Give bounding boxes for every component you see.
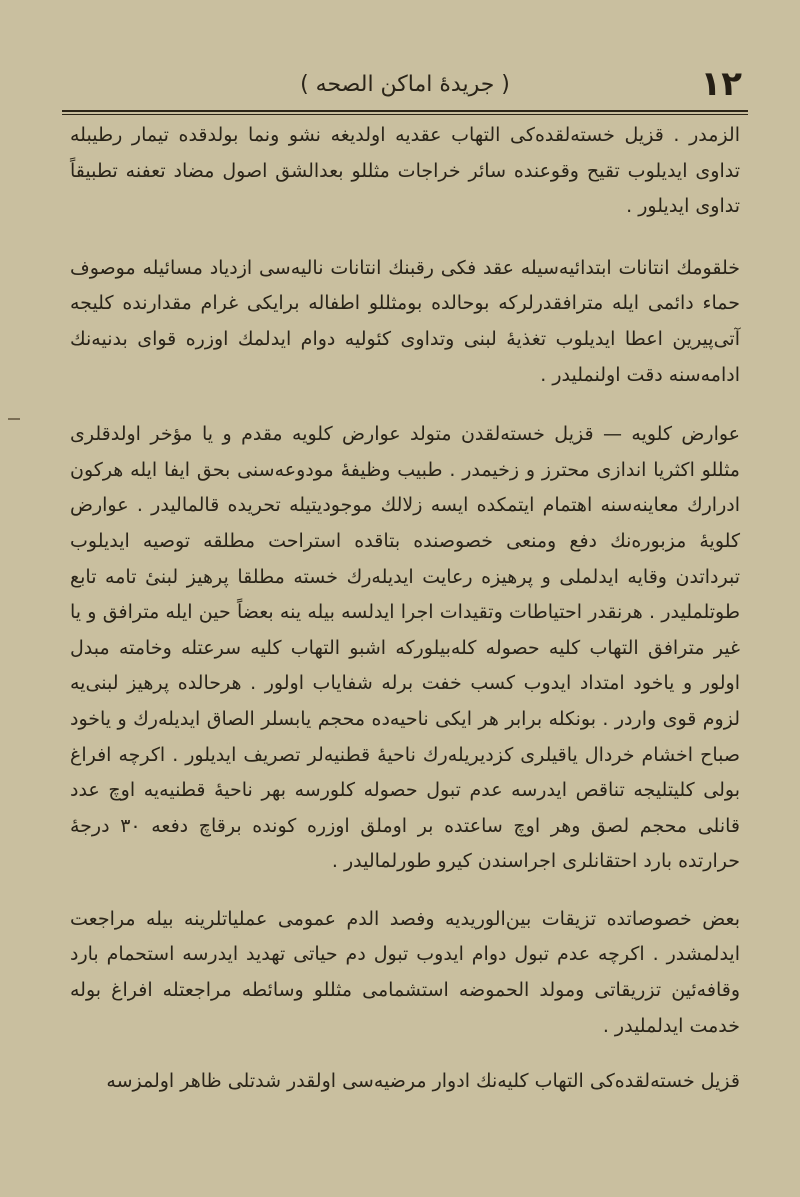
page-number: ۱۲	[700, 64, 742, 104]
page-header	[62, 62, 748, 106]
running-title: ( جریدهٔ اماکن الصحه )	[300, 71, 510, 97]
header-rule	[62, 110, 748, 112]
paragraph-treatment: الزمدر . قزیل خسته‌لقده‌کی التهاب عقدیه اولدیغه نشو ونما بولدقده تیمار رطیبله تداوی ایدیلوب تقیح وقوعنده سائر خراجات مثللو بعدالشق اصول مضاد تعفنه تطبیقاً تداوی ایدیلور .	[70, 124, 740, 218]
paragraph-throat-infections: خلقومك انتانات ابتدائیه‌سیله عقد فکی رقبنك انتانات نالیه‌سی ازدیاد مسائیله موصوف حماء دائمی ایله مترافقدرلرکه بوحالده بومثللو اطفاله برایکی غرام مقدارنده کلیجه آتی‌پیرین اعطا ایدیلوب تغذیهٔ لبنی وتداوی کئولیه دوام ایدلمك اوزره قوای بدنیه‌نك ادامه‌سنه دقت اولنملیدر .	[70, 256, 740, 386]
paragraph-special-cases: بعض خصوصاتده تزیقات بین‌الوریدیه وفصد الدم عمومی عملیاتلرینه بیله مراجعت ایدلمشدر . اکرچه عدم تبول دوام ایدوب تبول دم حیاتی تهدید ایدرسه استحمام بارد وقافه‌ئین تزریقاتی ومولد الحموضه استشمامی مثللو وسائطه مراجعتله افراغ بوله خدمت ایدلملیدر .	[70, 907, 740, 1037]
body-text	[70, 118, 740, 1100]
header-rule-thin	[62, 114, 748, 115]
margin-mark	[8, 418, 20, 420]
paragraph-renal-complications: عوارض کلویه — قزیل خسته‌لقدن متولد عوارض کلویه مقدم و یا مؤخر اولدقلری مثللو اکثریا اندازی محترز و زخیمدر . طبیب وظیفهٔ مودوعه‌سنی بحق ایفا ایله هرکون ادرارك معاینه‌سنه اهتمام ایتمکده ایسه زلالك موجودیتیله تحریده قالمالیدر . عوارض کلویهٔ مزبوره‌نك دفع ومنعی خصوصنده بتاقده استراحت مطلقه توصیه ایدیلوب تبرداتدن وقایه ایدلملی و پرهیزه رعایت ایدیله‌رك خسته مطلقا پرهیز لبنیٔ تامه تابع طوتلملیدر . هرنقدر احتیاطات وتقیدات اجرا ایدلسه بیله ینه بعضاً حین ایله مترافق و یا غیر مترافق التهاب کلیه حصوله کله‌بیلورکه اشبو التهاب کلیه سرعتله وخامته مبدل اولور و یاخود امتداد ایدوب کسب خفت برله شفایاب اولور . هرحالده پرهیز لبنی‌یه لزوم قوی واردر . بونکله برابر هر ایکی ناحیه‌ده محجم یابسلر الصاق ایدیله‌رك و یاخود صباح اخشام خردال یاقیلری کزدیریله‌رك ناحیهٔ قطنیه‌لر تصریف ایدیلور . اکرچه افراغ بولی کلیتلیجه تناقص ایدرسه عدم تبول حصوله کلورسه بهر ناحیهٔ قطنیه‌یه اوچ عدد قانلی محجم لصق وهر اوچ ساعتده بر اوملق اوزره کوندە برقاچ دفعه ۳۰ درجهٔ حرارتده بارد احتقانلری اجراسندن کیرو طورلمالیدر .	[70, 423, 740, 873]
paragraph-nephritis-continued: قزیل خسته‌لقده‌کی التهاب کلیه‌نك ادوار مرضیه‌سی اولقدر شدتلی ظاهر اولمزسه	[106, 1070, 740, 1093]
